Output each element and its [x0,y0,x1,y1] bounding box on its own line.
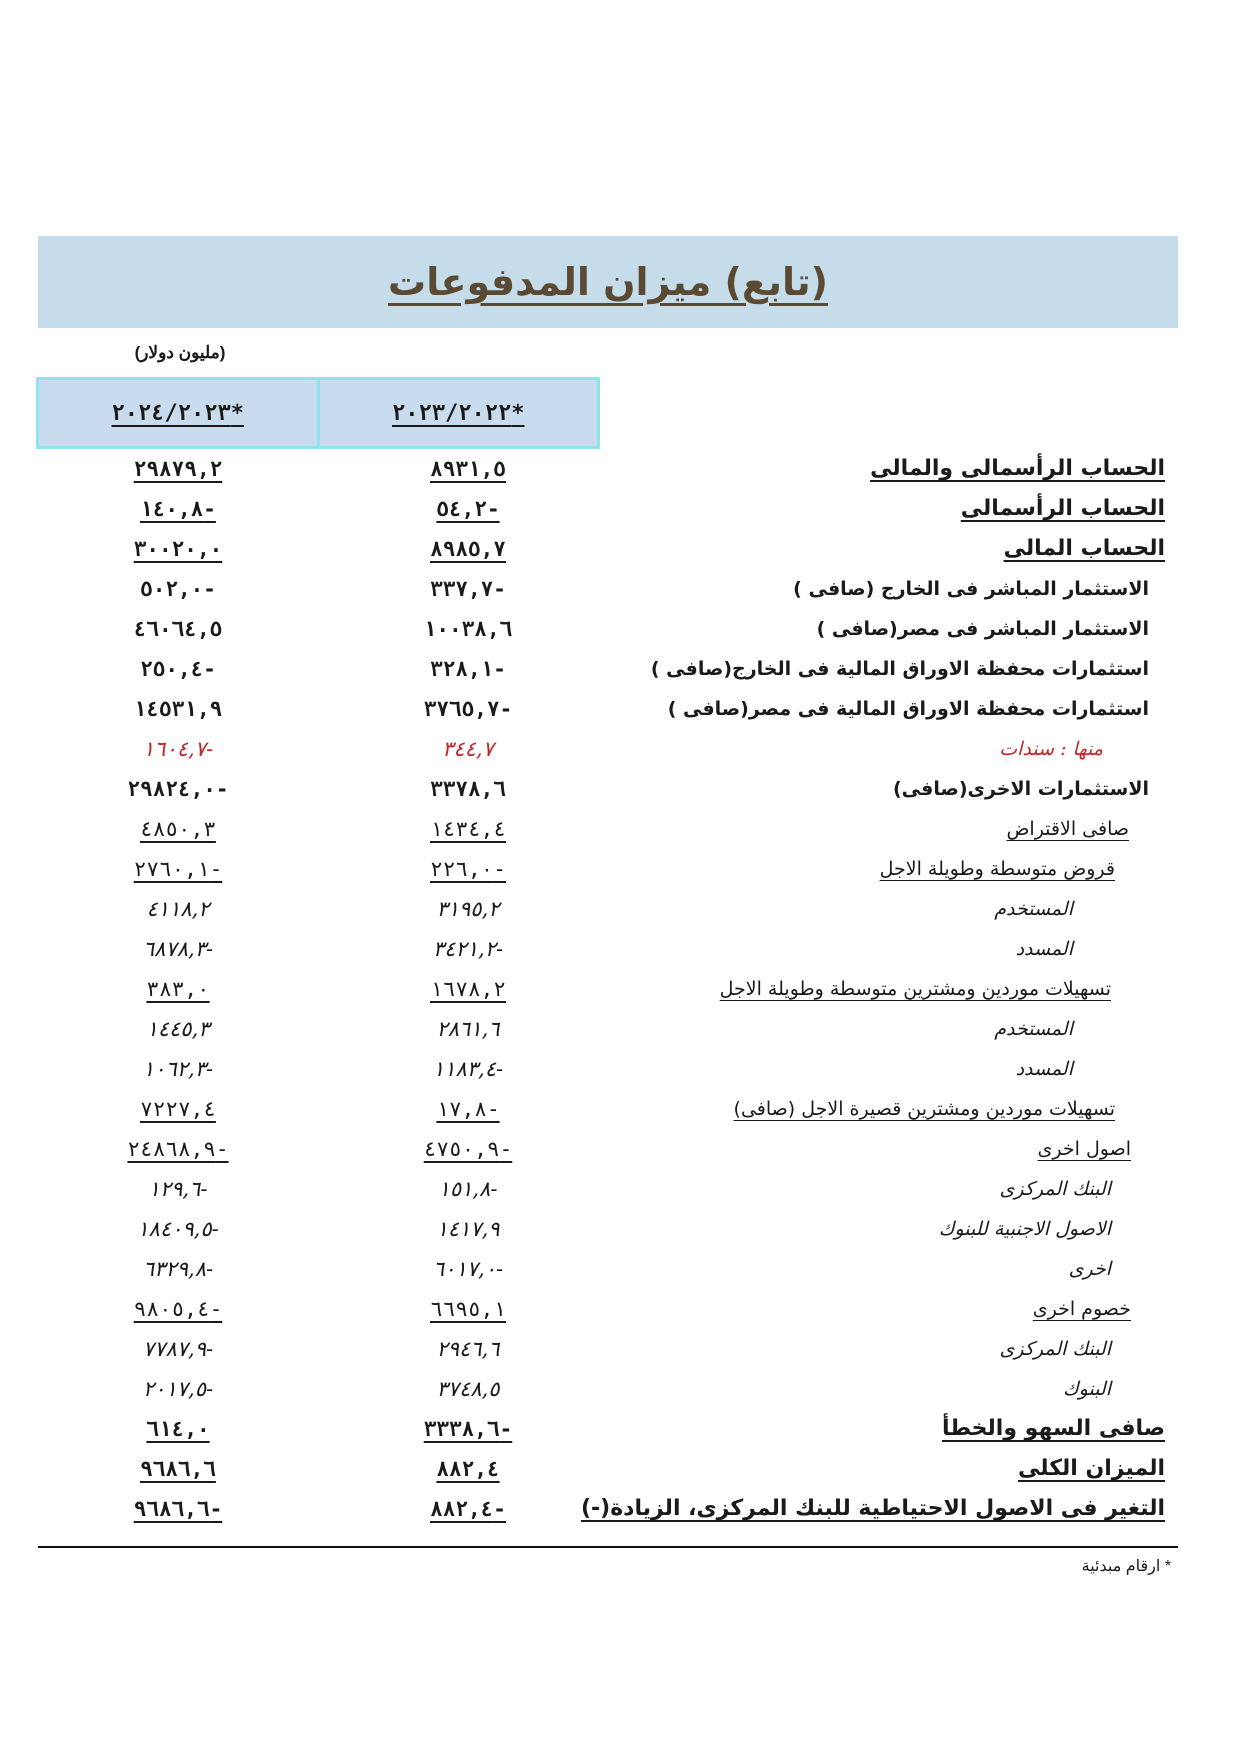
row-label: قروض متوسطة وطويلة الاجل [879,858,1115,880]
table-row [0,1369,1241,1409]
row-label: خصوم اخرى [1032,1298,1131,1320]
value-2023-2024: -٢٩٨٢٤,٠ [127,777,229,801]
table-row [0,1409,1241,1449]
value-2023-2024: ٣٠٠٢٠,٠ [133,537,223,561]
table-row [0,809,1241,849]
value-2023-2024: ٩٦٨٦,٦ [140,1457,216,1481]
value-2022-2023: ٣٧٤٨,٥ [436,1377,500,1401]
table-row [0,1449,1241,1489]
value-2022-2023: ٨٨٢,٤ [436,1457,500,1481]
table-bottom-rule [38,1546,1178,1548]
value-2023-2024: ٢٩٨٧٩,٢ [133,457,223,481]
value-2023-2024: -٩٦٨٦,٦ [133,1497,223,1521]
value-2022-2023: ٣٣٧٨,٦ [430,777,506,801]
value-2022-2023: ١٠٠٣٨,٦ [423,617,513,641]
row-label: البنك المركزى [999,1338,1111,1360]
column-header-2022-2023: *٢٠٢٣/٢٠٢٢ [392,400,525,426]
row-label: استثمارات محفظة الاوراق المالية فى الخارج(صافى ) [650,658,1149,680]
value-2022-2023: ١٤١٧,٩ [436,1217,500,1241]
value-2022-2023: -١٧,٨ [436,1097,500,1121]
value-2023-2024: -١٦٠٤,٧ [142,737,214,761]
table-row [0,689,1241,729]
row-label: الاستثمار المباشر فى الخارج (صافى ) [793,578,1149,600]
value-2023-2024: ٤١١٨,٢ [146,897,210,921]
value-2023-2024: -٦٣٢٩,٨ [142,1257,214,1281]
table-row [0,849,1241,889]
value-2023-2024: -١٠٦٢,٣ [142,1057,214,1081]
table-row [0,609,1241,649]
table-row [0,1049,1241,1089]
value-2022-2023: ٢٨٦١,٦ [436,1017,500,1041]
row-label: الاستثمارات الاخرى(صافى) [893,778,1149,800]
value-2022-2023: -١١٨٣,٤ [432,1057,504,1081]
value-2022-2023: -١٥١,٨ [438,1177,498,1201]
value-2022-2023: ٨٩٣١,٥ [430,457,506,481]
page-title: (تابع) ميزان المدفوعات [388,260,828,304]
row-label: تسهيلات موردين ومشترين متوسطة وطويلة الاجل [719,978,1111,1000]
row-label: الحساب المالى [1003,536,1165,561]
footnote: * ارقام مبدئية [1081,1558,1171,1575]
value-2022-2023: ٢٩٤٦,٦ [436,1337,500,1361]
row-label: الاستثمار المباشر فى مصر(صافى ) [816,618,1149,640]
row-label: استثمارات محفظة الاوراق المالية فى مصر(صافى ) [667,698,1149,720]
row-label: صافى الاقتراض [1006,818,1129,840]
value-2022-2023: ٦٦٩٥,١ [430,1297,506,1321]
value-2022-2023: ١٤٣٤,٤ [430,817,506,841]
value-2022-2023: -٣٤٢١,٢ [432,937,504,961]
row-label: المستخدم [994,1018,1073,1040]
table-row [0,729,1241,769]
value-2023-2024: -٢٧٦٠,١ [133,857,223,881]
row-label: الحساب الرأسمالى والمالى [870,456,1165,481]
row-label: التغير فى الاصول الاحتياطية للبنك المركزى، الزيادة(-) [580,1496,1165,1521]
value-2022-2023: ٣١٩٥,٢ [436,897,500,921]
unit-label: (مليون دولار) [134,343,226,362]
row-label: البنوك [1062,1378,1111,1400]
row-label: المستخدم [994,898,1073,920]
row-label: تسهيلات موردين ومشترين قصيرة الاجل (صافى) [733,1098,1115,1120]
table-row [0,929,1241,969]
table-row [0,889,1241,929]
table-row [0,1129,1241,1169]
row-label: المسدد [1015,938,1073,960]
table-row [0,449,1241,489]
table-row [0,569,1241,609]
row-label: اصول اخرى [1037,1138,1131,1160]
value-2023-2024: -٢٥٠,٤ [140,657,216,681]
value-2023-2024: ١٤٥٣١,٩ [133,697,223,721]
column-header [36,377,600,449]
value-2023-2024: -٦٨٧٨,٣ [142,937,214,961]
row-label: الاصول الاجنبية للبنوك [938,1218,1111,1240]
value-2022-2023: ٨٩٨٥,٧ [430,537,506,561]
value-2023-2024: -٧٧٨٧,٩ [142,1337,214,1361]
table-row [0,769,1241,809]
column-header-2023-2024: *٢٠٢٤/٢٠٢٣ [39,380,320,446]
row-label: صافى السهو والخطأ [941,1416,1165,1441]
value-2022-2023: ٣٤٤,٧ [442,737,494,761]
table-row [0,969,1241,1009]
value-2023-2024: -٢٤٨٦٨,٩ [127,1137,229,1161]
value-2023-2024: -١٨٤٠٩,٥ [137,1217,219,1241]
value-2022-2023: ١٦٧٨,٢ [430,977,506,1001]
value-2023-2024: -٢٠١٧,٥ [142,1377,214,1401]
value-2023-2024: ٤٨٥٠,٣ [140,817,216,841]
table-row [0,529,1241,569]
row-label: الحساب الرأسمالى [960,496,1165,521]
value-2022-2023: -٣٣٣٨,٦ [423,1417,513,1441]
value-2023-2024: ٤٦٠٦٤,٥ [133,617,223,641]
row-label: اخرى [1068,1258,1111,1280]
value-2023-2024: -٥٠٢,٠ [140,577,216,601]
value-2023-2024: ١٤٤٥,٣ [146,1017,210,1041]
value-2023-2024: ٧٢٢٧,٤ [140,1097,216,1121]
table-row [0,1089,1241,1129]
row-label: البنك المركزى [999,1178,1111,1200]
title-banner [38,236,1178,328]
table-row [0,649,1241,689]
value-2022-2023: -٣٧٦٥,٧ [423,697,513,721]
table-row [0,1289,1241,1329]
value-2022-2023: -٣٣٧,٧ [430,577,506,601]
value-2022-2023: -٢٢٦,٠ [430,857,506,881]
table-row [0,489,1241,529]
table-row [0,1209,1241,1249]
row-label: الميزان الكلى [1017,1456,1165,1481]
table-row [0,1169,1241,1209]
value-2023-2024: ٦١٤,٠ [146,1417,210,1441]
row-label: منها : سندات [999,738,1103,760]
value-2022-2023: -٥٤,٢ [436,497,500,521]
table-row [0,1489,1241,1529]
value-2022-2023: -٦٠١٧,٠ [432,1257,504,1281]
value-2022-2023: -٤٧٥٠,٩ [423,1137,513,1161]
table-row [0,1329,1241,1369]
value-2023-2024: -١٢٩,٦ [148,1177,208,1201]
table-row [0,1009,1241,1049]
value-2023-2024: -٩٨٠٥,٤ [133,1297,223,1321]
table-row [0,1249,1241,1289]
value-2023-2024: -١٤٠,٨ [140,497,216,521]
value-2023-2024: ٣٨٣,٠ [146,977,210,1001]
value-2022-2023: -٣٢٨,١ [430,657,506,681]
row-label: المسدد [1015,1058,1073,1080]
value-2022-2023: -٨٨٢,٤ [430,1497,506,1521]
